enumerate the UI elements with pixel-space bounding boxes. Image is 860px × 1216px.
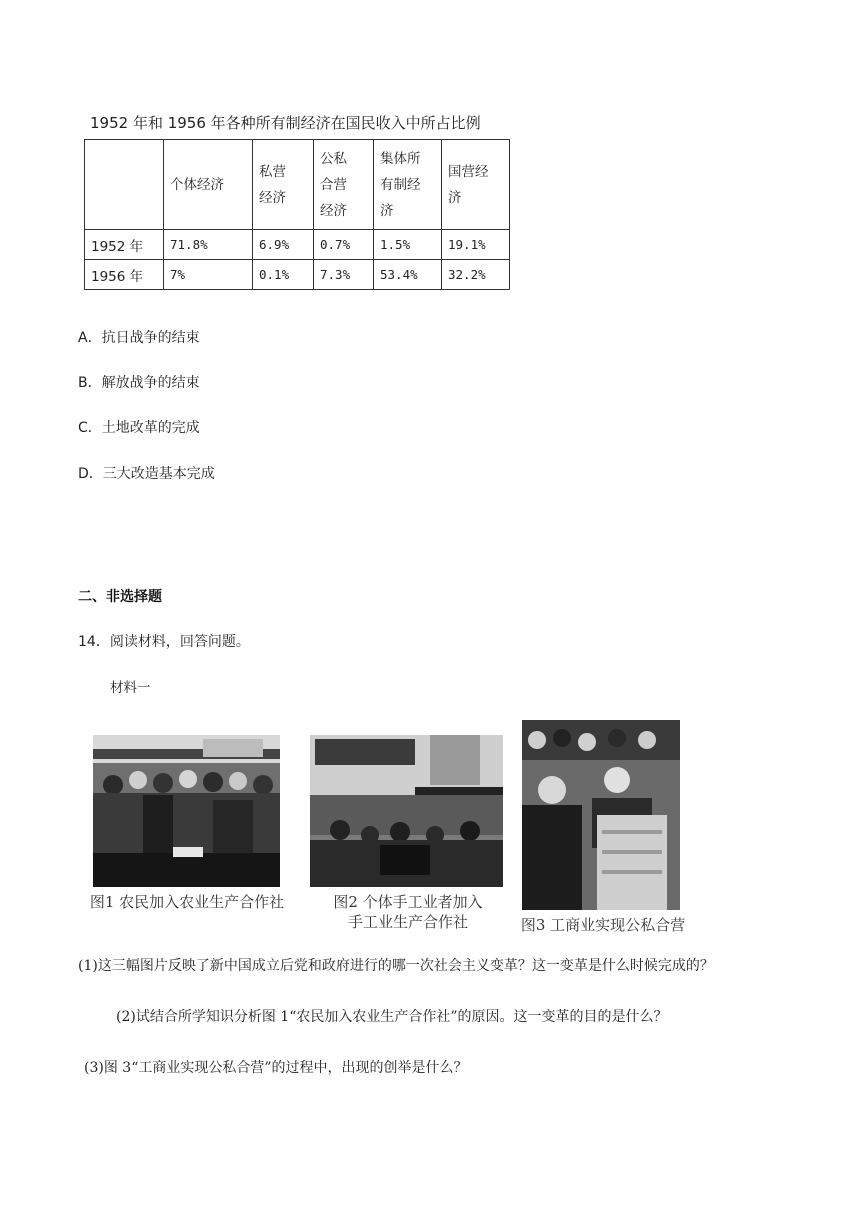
table-cell: 7.3% [314, 260, 374, 290]
table-cell: 7% [164, 260, 253, 290]
option-c: C．土地改革的完成 [78, 420, 200, 436]
table-header-cell: 集体所 有制经 济 [374, 140, 442, 230]
section-title: 二、非选择题 [78, 589, 162, 605]
table-row [85, 260, 510, 290]
option-d: D．三大改造基本完成 [78, 466, 215, 482]
table-cell: 1956 年 [85, 260, 164, 290]
option-a: A．抗日战争的结束 [78, 330, 200, 346]
table-header-cell: 公私 合营 经济 [314, 140, 374, 230]
economy-table [84, 139, 510, 290]
table-header-cell: 私营 经济 [253, 140, 314, 230]
material-label: 材料一 [110, 680, 151, 696]
table-cell: 1952 年 [85, 230, 164, 260]
table-cell: 6.9% [253, 230, 314, 260]
photo-caption-3: 图3 工商业实现公私合营 [520, 916, 686, 934]
table-header-cell [85, 140, 164, 230]
table-cell: 53.4% [374, 260, 442, 290]
table-row [85, 230, 510, 260]
table-title: 1952 年和 1956 年各种所有制经济在国民收入中所占比例 [90, 114, 481, 132]
table-header-cell: 国营经 济 [442, 140, 510, 230]
table-cell: 71.8% [164, 230, 253, 260]
sub-question-1: (1)这三幅图片反映了新中国成立后党和政府进行的哪一次社会主义变革？这一变革是什么时候完成的？ [78, 958, 714, 974]
sub-question-3: (3)图 3“工商业实现公私合营”的过程中，出现的创举是什么？ [84, 1060, 468, 1076]
photo-caption-2-line1: 图2 个体手工业者加入 [333, 893, 483, 911]
table-cell: 32.2% [442, 260, 510, 290]
sub-question-2: (2)试结合所学知识分析图 1“农民加入农业生产合作社”的原因。这一变革的目的是什么？ [116, 1009, 668, 1025]
table-cell: 0.7% [314, 230, 374, 260]
photo-caption-2 [318, 892, 498, 932]
photo-caption-2-line2: 手工业生产合作社 [347, 913, 468, 931]
table-header-cell: 个体经济 [164, 140, 253, 230]
option-b: B．解放战争的结束 [78, 375, 200, 391]
photo-caption-1: 图1 农民加入农业生产合作社 [89, 893, 285, 911]
photo-public-private-partnership [522, 720, 680, 910]
photo-farmers-cooperative [93, 735, 280, 887]
question-stem: 14．阅读材料，回答问题。 [78, 634, 250, 650]
table-cell: 1.5% [374, 230, 442, 260]
table-header-row [85, 140, 510, 230]
table-cell: 0.1% [253, 260, 314, 290]
photo-handicraft-cooperative [310, 735, 503, 887]
table-cell: 19.1% [442, 230, 510, 260]
